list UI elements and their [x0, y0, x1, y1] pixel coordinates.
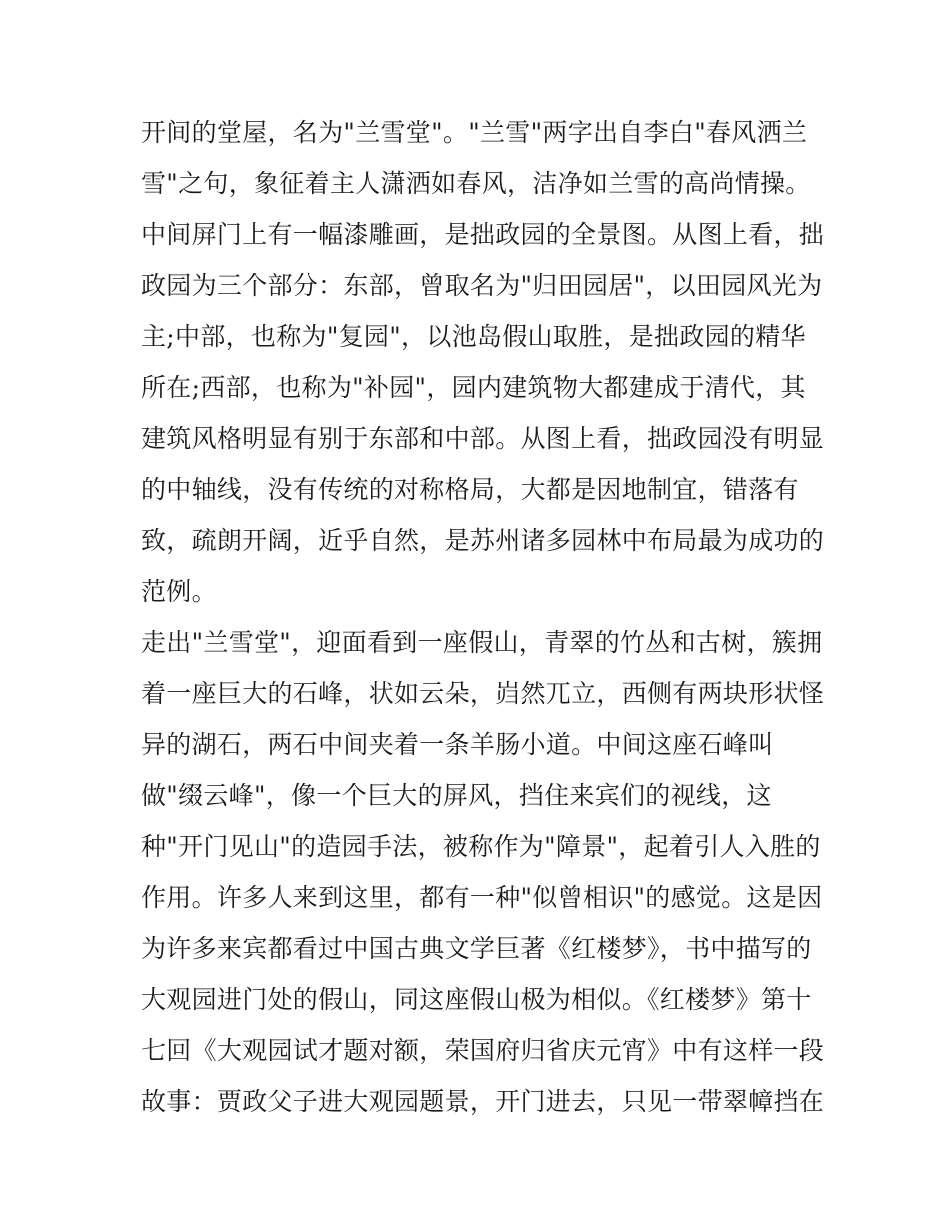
text-line: 所在;西部，也称为"补园"，园内建筑物大都建成于清代，其 [141, 373, 806, 402]
text-line: 政园为三个部分：东部，曾取名为"归田园居"，以田园风光为 [141, 271, 823, 300]
text-line: 故事：贾政父子进大观园题景，开门进去，只见一带翠幛挡在 [141, 1087, 825, 1116]
text-line: 建筑风格明显有别于东部和中部。从图上看，拙政园没有明显 [141, 424, 825, 453]
text-line: 着一座巨大的石峰，状如云朵，岿然兀立，西侧有两块形状怪 [141, 679, 825, 708]
text-line: 作用。许多人来到这里，都有一种"似曾相识"的感觉。这是因 [141, 883, 823, 912]
text-line: 七回《大观园试才题对额，荣国府归省庆元宵》中有这样一段 [141, 1036, 825, 1065]
text-line: 中间屏门上有一幅漆雕画，是拙政园的全景图。从图上看，拙 [141, 220, 825, 249]
text-line: 雪"之句，象征着主人潇洒如春风，洁净如兰雪的高尚情操。 [141, 169, 811, 198]
text-line: 大观园进门处的假山，同这座假山极为相似。《红楼梦》第十 [141, 985, 812, 1014]
body-text [141, 107, 825, 1127]
text-line: 主;中部，也称为"复园"，以池岛假山取胜，是拙政园的精华 [141, 322, 806, 351]
text-line: 为许多来宾都看过中国古典文学巨著《红楼梦》，书中描写的 [141, 934, 812, 963]
text-line: 种"开门见山"的造园手法，被称作为"障景"，起着引人入胜的 [141, 832, 821, 861]
text-line: 做"缀云峰"，像一个巨大的屏风，挡住来宾们的视线，这 [141, 781, 772, 810]
text-line: 走出"兰雪堂"，迎面看到一座假山，青翠的竹丛和古树，簇拥 [141, 628, 823, 657]
text-line: 异的湖石，两石中间夹着一条羊肠小道。中间这座石峰叫 [141, 730, 774, 759]
text-line: 开间的堂屋，名为"兰雪堂"。"兰雪"两字出自李白"春风洒兰 [141, 118, 808, 147]
text-line: 范例。 [141, 577, 217, 606]
text-line: 致，疏朗开阔，近乎自然，是苏州诸多园林中布局最为成功的 [141, 526, 825, 555]
text-line: 的中轴线，没有传统的对称格局，大都是因地制宜，错落有 [141, 475, 799, 504]
